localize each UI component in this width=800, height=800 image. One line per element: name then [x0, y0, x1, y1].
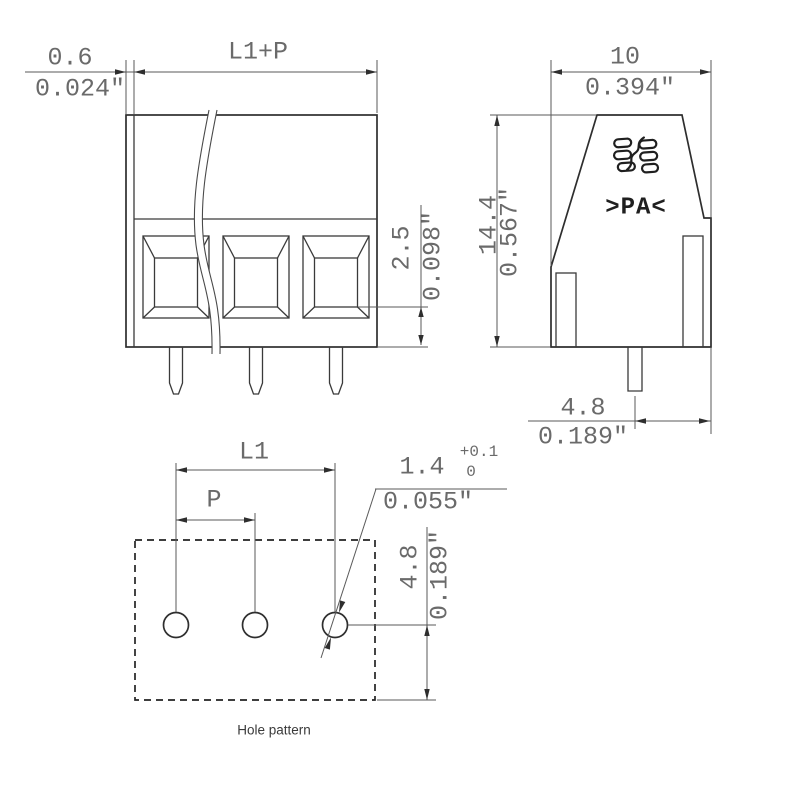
- side-pin-dim-mm-label: 4.8: [560, 393, 606, 423]
- mounting-hole-2: [243, 613, 268, 638]
- hole-dia-dim-in-label: 0.055": [382, 487, 474, 517]
- terminal-opening-2: [223, 236, 289, 318]
- material-marking-label: >PA<: [605, 194, 667, 222]
- side-slot-left: [556, 273, 576, 347]
- front-clamp-dim-mm-label: 2.5: [387, 225, 417, 271]
- front-body-outline: [126, 115, 377, 347]
- side-slot-right: [683, 236, 703, 347]
- solder-pin-2: [250, 347, 263, 394]
- solder-pin-1: [170, 347, 183, 394]
- hole-edge-dim-mm-label: 4.8: [395, 544, 425, 590]
- hole-dia-tol-upper-label: +0.1: [459, 443, 499, 461]
- mounting-hole-1: [164, 613, 189, 638]
- hole-dia-dim-mm-label: 1.4: [399, 452, 445, 482]
- front-view: [25, 60, 428, 394]
- terminal-opening-3: [303, 236, 369, 318]
- front-width-dim-label: L1+P: [227, 37, 289, 67]
- front-wall-dim-mm-label: 0.6: [47, 43, 93, 73]
- side-width-dim-in-label: 0.394": [584, 73, 676, 103]
- solder-pin-3: [330, 347, 343, 394]
- hole-length-dim-label: L1: [238, 437, 270, 467]
- side-height-dim-in-label: 0.567": [495, 186, 525, 278]
- hole-pitch-dim-label: P: [206, 485, 222, 515]
- side-body-outline: [551, 115, 711, 347]
- side-width-dim-mm-label: 10: [609, 42, 641, 72]
- hole-dia-tol-lower-label: 0: [466, 463, 476, 481]
- dim-side-pin-offset: [528, 348, 711, 434]
- hole-pattern-title: Hole pattern: [237, 722, 311, 738]
- hole-edge-dim-in-label: 0.189": [425, 529, 455, 621]
- front-wall-dim-in-label: 0.024": [34, 74, 126, 104]
- dim-hole-pitch: [176, 513, 255, 612]
- side-height-dim-mm-label: 14.4: [474, 194, 504, 256]
- side-pin-dim-in-label: 0.189": [537, 422, 629, 452]
- front-clamp-dim-in-label: 0.098": [418, 210, 448, 302]
- weidmueller-logo-icon: [613, 137, 658, 175]
- side-solder-pin: [628, 347, 642, 391]
